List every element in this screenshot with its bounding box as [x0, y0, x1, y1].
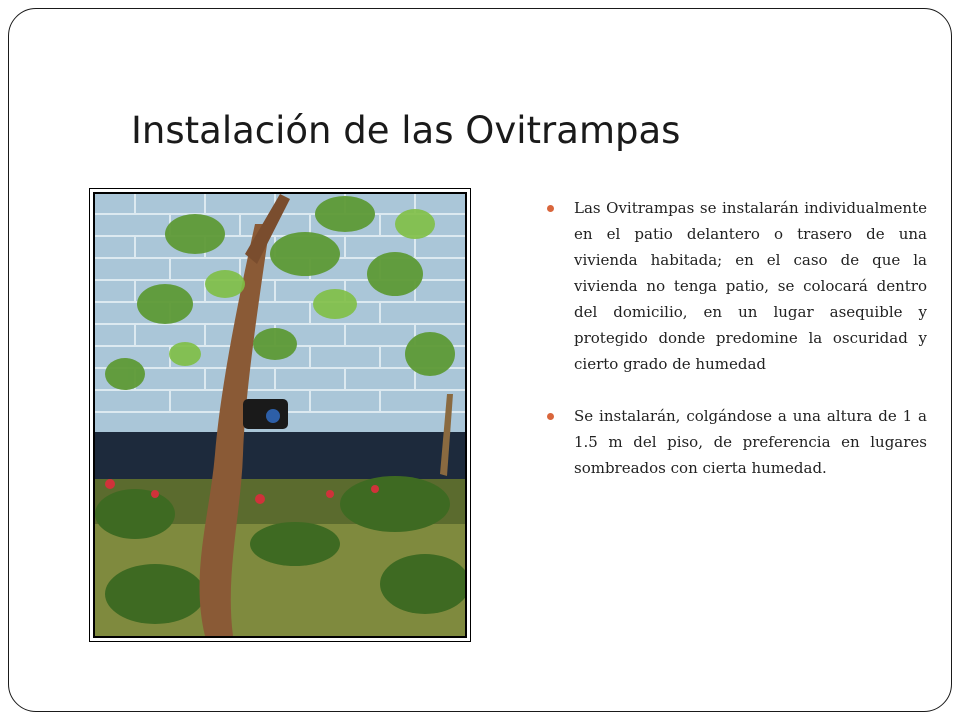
bullet-text: Se instalarán, colgándose a una altura de 1 a 1.5 m del piso, de preferencia en lugares sombreados con cierta humedad. [574, 407, 927, 477]
photo-illustration [95, 194, 465, 636]
photo-inner-frame [93, 192, 467, 638]
bullet-text: Las Ovitrampas se instalarán individualmente en el patio delantero o trasero de una vivienda habitada; en el caso de que la vivienda no tenga patio, se colocará dentro del domicilio, en un lugar asequible y protegido donde predomine la oscuridad y cierto grado de humedad [574, 199, 927, 373]
slide [8, 8, 952, 712]
bullet-item [545, 195, 927, 377]
bullet-item [545, 403, 927, 481]
bullet-dot-icon [547, 205, 554, 212]
bullet-dot-icon [547, 413, 554, 420]
slide-title: Instalación de las Ovitrampas [131, 109, 681, 152]
ovitrap-photo [89, 188, 471, 642]
bullet-list [545, 195, 927, 507]
